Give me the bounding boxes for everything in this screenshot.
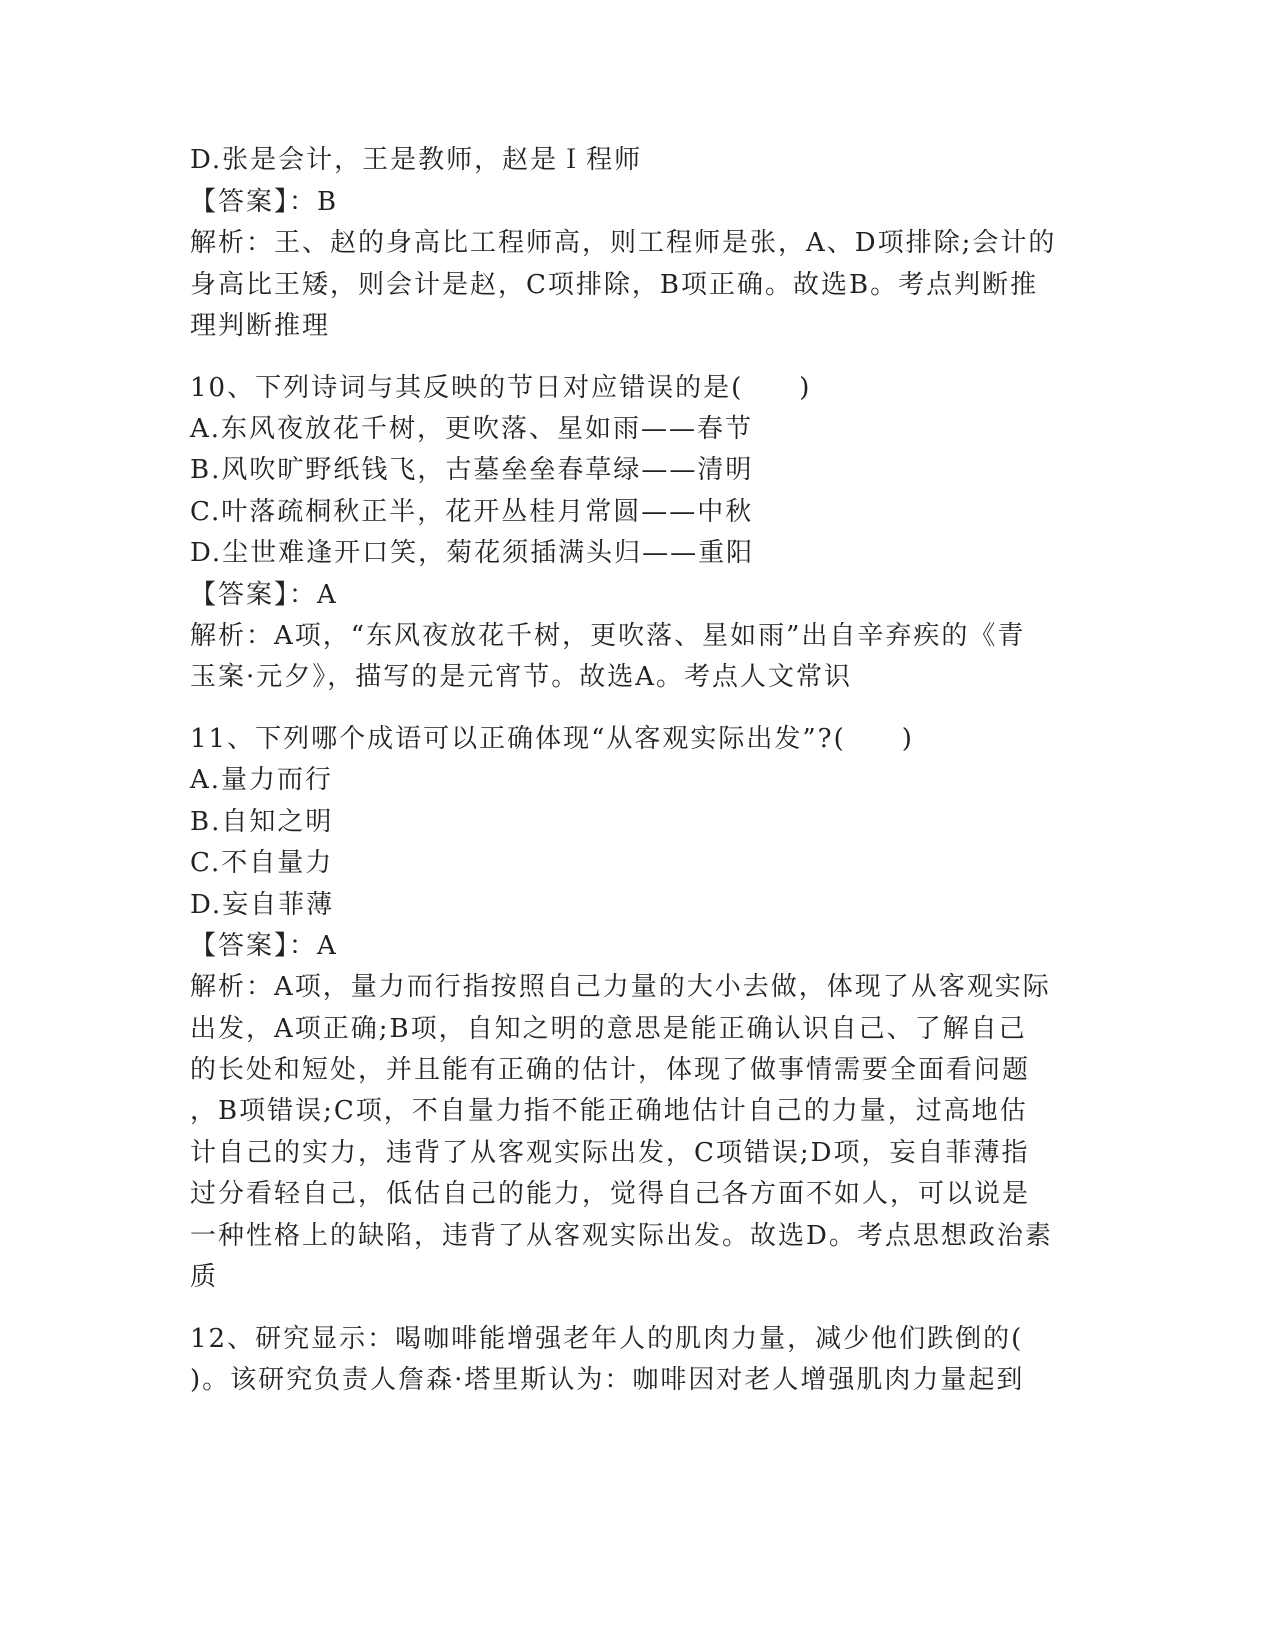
option-line: A.量力而行 xyxy=(190,765,334,795)
analysis-line: 质 xyxy=(190,1262,219,1292)
option-line: A.东风夜放花千树，更吹落、星如雨——春节 xyxy=(190,414,754,444)
analysis-line: 解析：王、赵的身高比工程师高，则工程师是张，A、D项排除;会计的 xyxy=(190,228,1057,258)
question-line: 11、下列哪个成语可以正确体现“从客观实际出发”?( ) xyxy=(190,724,914,754)
question-line: 12、研究显示：喝咖啡能增强老年人的肌肉力量，减少他们跌倒的( xyxy=(190,1324,1024,1354)
question-line: )。该研究负责人詹森·塔里斯认为：咖啡因对老人增强肌肉力量起到 xyxy=(190,1365,1025,1395)
analysis-line: 解析：A项，量力而行指按照自己力量的大小去做，体现了从客观实际 xyxy=(190,972,1051,1002)
option-line: D.尘世难逢开口笑，菊花须插满头归——重阳 xyxy=(190,538,755,568)
analysis-line: 的长处和短处，并且能有正确的估计，体现了做事情需要全面看问题 xyxy=(190,1055,1031,1085)
option-line: D.妄自菲薄 xyxy=(190,890,335,920)
option-line: C.不自量力 xyxy=(190,848,334,878)
analysis-line: 过分看轻自己，低估自己的能力，觉得自己各方面不如人，可以说是 xyxy=(190,1179,1031,1209)
answer-line: 【答案】：B xyxy=(190,187,339,217)
analysis-line: ，B项错误;C项，不自量力指不能正确地估计自己的力量，过高地估 xyxy=(190,1096,1028,1126)
question-line: 10、下列诗词与其反映的节日对应错误的是( ) xyxy=(190,373,812,403)
analysis-line: 出发，A项正确;B项，自知之明的意思是能正确认识自己、了解自己 xyxy=(190,1014,1027,1044)
option-line: B.风吹旷野纸钱飞，古墓垒垒春草绿——清明 xyxy=(190,455,754,485)
analysis-line: 解析：A项，“东风夜放花千树，更吹落、星如雨”出自辛弃疾的《青 xyxy=(190,621,1026,651)
option-line: D.张是会计，王是教师，赵是Ｉ程师 xyxy=(190,145,643,175)
analysis-line: 计自己的实力，违背了从客观实际出发，C项错误;D项，妄自菲薄指 xyxy=(190,1138,1030,1168)
analysis-line: 身高比王矮，则会计是赵，C项排除，B项正确。故选B。考点判断推 xyxy=(190,270,1039,300)
answer-line: 【答案】：A xyxy=(190,580,338,610)
analysis-line: 理判断推理 xyxy=(190,311,331,341)
option-line: B.自知之明 xyxy=(190,807,334,837)
analysis-line: 一种性格上的缺陷，违背了从客观实际出发。故选D。考点思想政治素 xyxy=(190,1221,1053,1251)
analysis-line: 玉案·元夕》，描写的是元宵节。故选A。考点人文常识 xyxy=(190,662,853,692)
option-line: C.叶落疏桐秋正半，花开丛桂月常圆——中秋 xyxy=(190,497,754,527)
answer-line: 【答案】：A xyxy=(190,931,338,961)
